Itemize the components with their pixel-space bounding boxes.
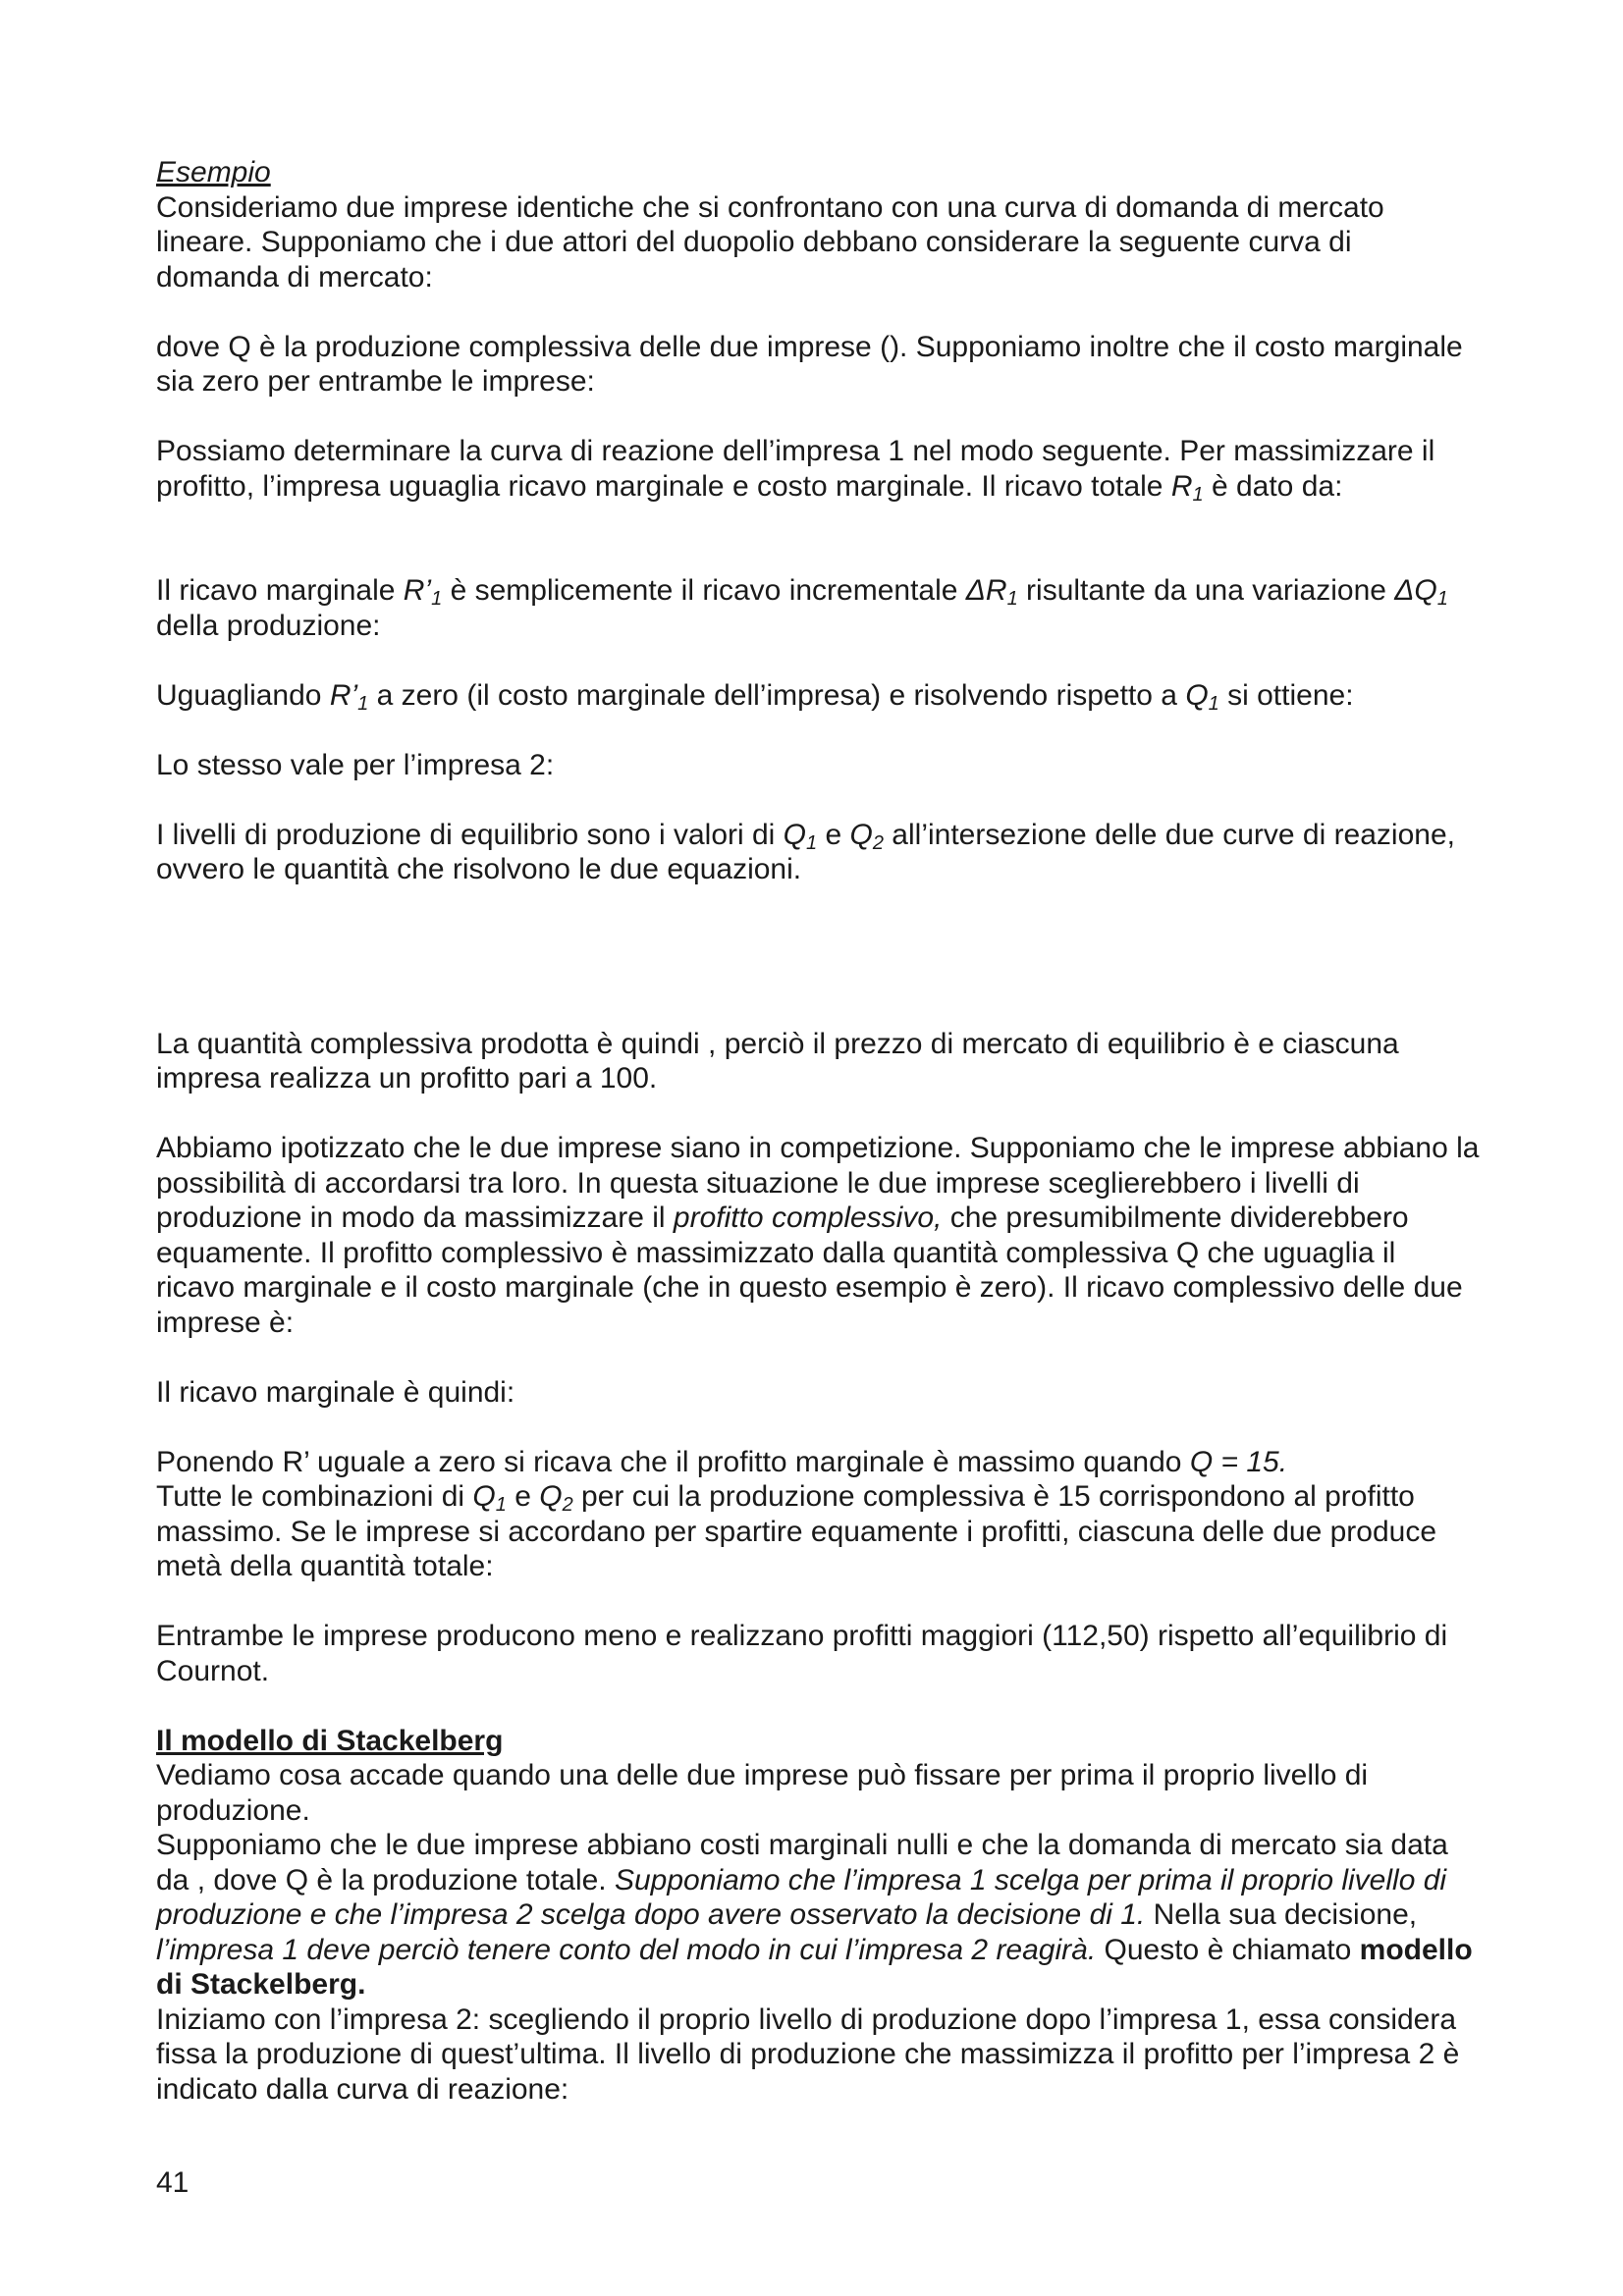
paragraph-marginal-revenue: Il ricavo marginale $R’_1$ è semplicemente il ricavo incrementale $\Delta R_1$ risultante da una variazione $\Delta Q_1$ della produzione:: [156, 574, 1448, 642]
paragraph-marginal-revenue-total: Il ricavo marginale è quindi:: [156, 1375, 515, 1409]
paragraph-equilibrium-levels: I livelli di produzione di equilibrio sono i valori di $Q_1$ e $Q_2$ all’intersezione delle due curve di reazione, ovvero le quantità che risolvono le due equazioni.: [156, 818, 1455, 885]
page-number: 41: [156, 2166, 189, 2199]
paragraph-demand-intro: Consideriamo due imprese identiche che si confrontano con una curva di domanda di mercato lineare. Supponiamo che i due attori del duopolio debbano considerare la seguente curva di domanda di mercato:: [156, 190, 1384, 294]
paragraph-first-mover: Vediamo cosa accade quando una delle due imprese può fissare per prima il proprio livello di produzione.: [156, 1759, 1369, 1827]
paragraph-total-production: dove Q è la produzione complessiva delle due imprese (). Supponiamo inoltre che il costo marginale sia zero per entrambe le imprese:: [156, 330, 1463, 398]
paragraph-max-profit: Ponendo R’ uguale a zero si ricava che il profitto marginale è massimo quando Q = 15.: [156, 1445, 1288, 1478]
page-body: [156, 155, 1482, 2107]
paragraph-firm2-reaction: Iniziamo con l’impresa 2: scegliendo il proprio livello di produzione dopo l’impresa 1, essa considera fissa la produzione di quest’ultima. Il livello di produzione che massimizza il profitto per l’impresa 2 è indicato dalla curva di reazione:: [156, 2002, 1460, 2106]
paragraph-collusion: Abbiamo ipotizzato che le due imprese siano in competizione. Supponiamo che le imprese abbiano la possibilità di accordarsi tra loro. In questa situazione le due imprese sceglierebbero i livelli di produzione in modo da massimizzare il profitto complessivo, che presumibilmente dividerebbero equamente. Il profitto complessivo è massimizzato dalla quantità complessiva Q che uguaglia il ricavo marginale e il costo marginale (che in questo esempio è zero). Il ricavo complessivo delle due imprese è:: [156, 1132, 1480, 1339]
paragraph-cournot-comparison: Entrambe le imprese producono meno e realizzano profitti maggiori (112,50) rispetto all’equilibrio di Cournot.: [156, 1620, 1448, 1687]
paragraph-stackelberg-setup: Supponiamo che le due imprese abbiano costi marginali nulli e che la domanda di mercato sia data da , dove Q è la produzione totale. Supponiamo che l’impresa 1 scelga per prima il proprio livello di produzione e che l’impresa 2 scelga dopo avere osservato la decisione di 1. Nella sua decisione, l’impresa 1 deve perciò tenere conto del modo in cui l’impresa 2 reagirà. Questo è chiamato modello di Stackelberg.: [156, 1829, 1473, 2001]
paragraph-reaction-curve: Possiamo determinare la curva di reazione dell’impresa 1 nel modo seguente. Per massimizzare il profitto, l’impresa uguaglia ricavo marginale e costo marginale. Il ricavo totale $R_1$ è dato da:: [156, 435, 1435, 506]
stackelberg-heading: Il modello di Stackelberg: [156, 1724, 504, 1757]
paragraph-firm2: Lo stesso vale per l’impresa 2:: [156, 748, 555, 781]
paragraph-combinations: Tutte le combinazioni di $Q_1$ e $Q_2$ per cui la produzione complessiva è 15 corrispondono al profitto massimo. Se le imprese si accordano per spartire equamente i profitti, ciascuna delle due produce metà della quantità totale:: [156, 1480, 1437, 1582]
esempio-heading: Esempio: [156, 156, 271, 188]
paragraph-equating: Uguagliando $R’_1$ a zero (il costo marginale dell’impresa) e risolvendo rispetto a $Q_1$ si ottiene:: [156, 678, 1354, 715]
paragraph-total-quantity: La quantità complessiva prodotta è quindi , perciò il prezzo di mercato di equilibrio è e ciascuna impresa realizza un profitto pari a 100.: [156, 1027, 1399, 1095]
